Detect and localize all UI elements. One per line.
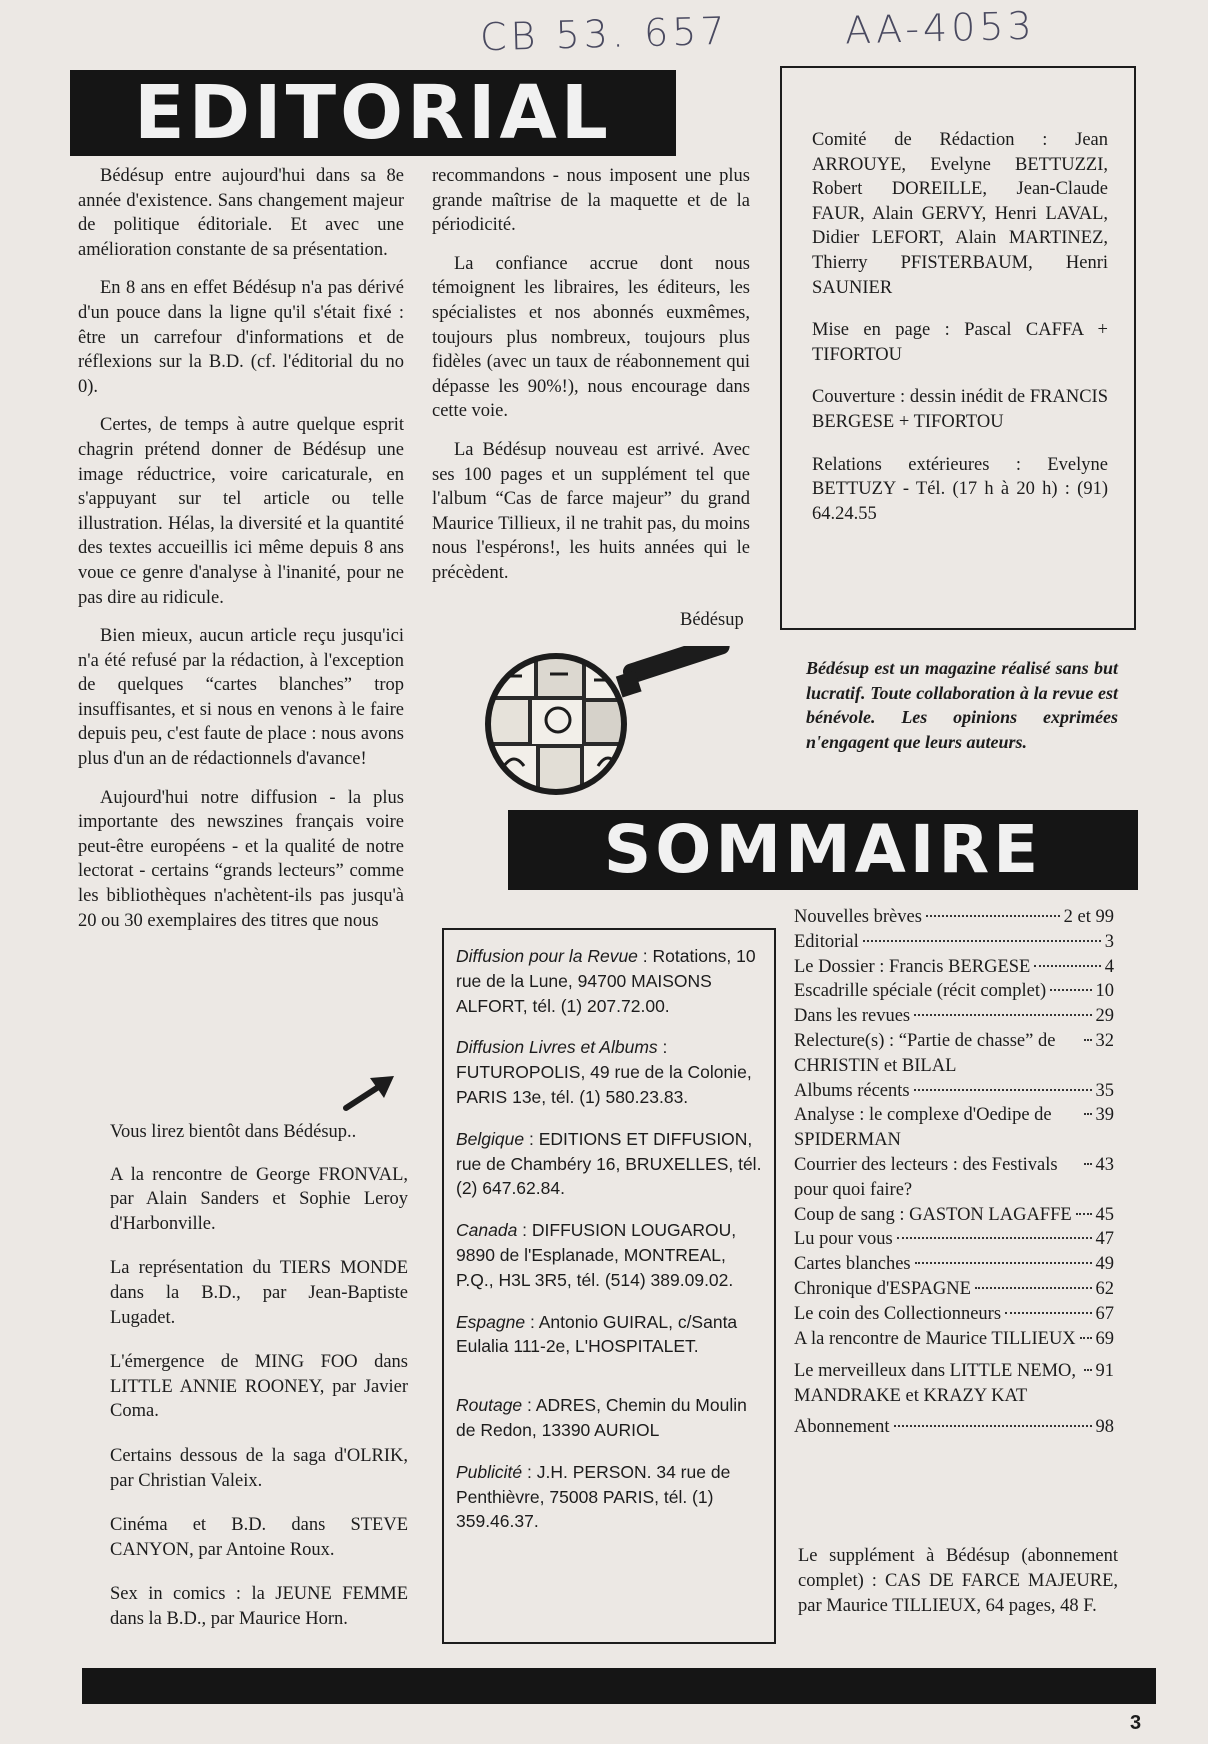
toc-entry <box>794 1227 1114 1252</box>
toc-entry <box>794 1029 1114 1079</box>
distribution-text: FUTUROPOLIS, 49 rue de la Colonie, PARIS 13e, tél. (1) 580.23.83. <box>456 1062 752 1107</box>
toc-entry <box>794 1103 1114 1153</box>
editorial-paragraph: Aujourd'hui notre diffusion - la plus importante des newszines français voire peut-être européens - et la qualité de notre lectorat - certains “grands lecteurs” comme les bibliothèques n'achètent-ils pas jusqu'à 20 ou 30 exemplaires des titres que nous <box>78 787 404 931</box>
toc-title: Le coin des Collectionneurs <box>794 1303 1002 1324</box>
toc-title: Analyse : le complexe d'Oedipe de SPIDERMAN <box>794 1105 1052 1151</box>
editorial-column-1 <box>78 164 404 947</box>
upcoming-articles <box>110 1120 408 1652</box>
editorial-paragraph: En 8 ans en effet Bédésup n'a pas dérivé d'un pouce dans la ligne qu'il s'était fixé : être un carrefour d'informations et de réflexions sur la B.D. (cf. l'éditorial du no 0). <box>78 278 404 397</box>
toc-page: 69 <box>1095 1328 1114 1349</box>
toc-title: Lu pour vous <box>794 1229 893 1250</box>
upcoming-item: La représentation du TIERS MONDE dans la B.D., par Jean-Baptiste Lugadet. <box>110 1258 408 1328</box>
toc-entry <box>794 1277 1114 1302</box>
toc-title: Le Dossier : Francis BERGESE <box>794 956 1031 977</box>
toc-title: Albums récents <box>794 1080 910 1101</box>
editorial-paragraph: recommandons - nous imposent une plus grande maîtrise de la maquette et de la périodicité. <box>432 166 750 236</box>
distribution-label: Diffusion Livres et Albums <box>456 1037 658 1058</box>
toc-page: 2 et 99 <box>1063 907 1114 927</box>
upcoming-item: A la rencontre de George FRONVAL, par Alain Sanders et Sophie Leroy d'Harbonville. <box>110 1164 408 1234</box>
toc-leader <box>1084 1369 1092 1371</box>
layout-credit: Mise en page : Pascal CAFFA + TIFORTOU <box>812 320 1108 365</box>
toc-page: 45 <box>1095 1204 1114 1225</box>
distribution-entry: Belgique : EDITIONS ET DIFFUSION, rue de Chambéry 16, BRUXELLES, tél. (2) 647.62.84. <box>456 1128 762 1199</box>
toc-title: Coup de sang : GASTON LAGAFFE <box>794 1204 1072 1225</box>
bottom-bar <box>82 1668 1156 1704</box>
toc-page: 39 <box>1095 1105 1114 1126</box>
distribution-text: Rotations, 10 rue de la Lune, 94700 MAISONS ALFORT, tél. (1) 207.72.00. <box>456 946 756 1016</box>
distribution-box <box>442 928 776 1644</box>
editorial-paragraph: Bien mieux, aucun article reçu jusqu'ici n'a été refusé par la rédaction, à l'exception de quelques “cartes blanches” trop insuffisantes, et si nous en venons à le faire depuis peu, c'est faute de place : nous avons plus d'un an de rédactionnels d'avance! <box>78 626 404 770</box>
toc-page: 29 <box>1095 1006 1114 1027</box>
toc-entry <box>794 1004 1114 1029</box>
toc-page: 3 <box>1104 931 1114 952</box>
toc-entry <box>794 1302 1114 1327</box>
toc-page: 32 <box>1095 1030 1114 1051</box>
toc-entry <box>794 1153 1114 1203</box>
toc-page: 98 <box>1095 1416 1114 1437</box>
toc-leader <box>914 1089 1092 1091</box>
toc-leader <box>1050 989 1091 991</box>
toc-entry <box>794 905 1114 930</box>
distribution-text: ADRES, Chemin du Moulin de Redon, 13390 AURIOL <box>456 1395 747 1440</box>
upcoming-item: Sex in comics : la JEUNE FEMME dans la B.D., par Maurice Horn. <box>110 1584 408 1629</box>
toc-title: Courrier des lecteurs : des Festivals pour quoi faire? <box>794 1154 1058 1200</box>
toc-leader <box>1084 1039 1092 1041</box>
toc-entry <box>794 1359 1114 1409</box>
toc-title: Cartes blanches <box>794 1254 911 1275</box>
distribution-label: Routage <box>456 1395 523 1416</box>
handwritten-reference: AA-4053 <box>844 3 1037 53</box>
toc-page: 4 <box>1104 956 1114 977</box>
toc-page: 67 <box>1095 1303 1114 1324</box>
cover-credit: Couverture : dessin inédit de FRANCIS BERGESE + TIFORTOU <box>812 387 1108 432</box>
toc-title: Le merveilleux dans LITTLE NEMO, MANDRAKE et KRAZY KAT <box>794 1361 1077 1407</box>
toc-page: 10 <box>1095 981 1114 1002</box>
arrow-icon <box>342 1074 396 1114</box>
editorial-banner: EDITORIAL <box>70 70 676 156</box>
distribution-entry: Diffusion pour la Revue : Rotations, 10 rue de la Lune, 94700 MAISONS ALFORT, tél. (1) 207.72.00. <box>456 946 756 1016</box>
distribution-label: Publicité <box>456 1461 523 1482</box>
editorial-paragraph: Bédésup entre aujourd'hui dans sa 8e année d'existence. Sans changement majeur de politique éditoriale. Et avec une amélioration constante de sa présentation. <box>78 166 404 260</box>
toc-entry <box>794 979 1114 1004</box>
toc-entry <box>794 1252 1114 1277</box>
toc-title: Chronique d'ESPAGNE <box>794 1278 971 1299</box>
credits-box <box>780 66 1136 630</box>
toc-leader <box>1076 1213 1092 1215</box>
magazine-notice: Bédésup est un magazine réalisé sans but lucratif. Toute collaboration à la revue est bénévole. Les opinions exprimées n'engagent que leurs auteurs. <box>806 658 1118 752</box>
supplement-note: Le supplément à Bédésup (abonnement complet) : CAS DE FARCE MAJEURE, par Maurice TILLIEUX, 64 pages, 48 F. <box>798 1546 1118 1616</box>
toc-entry <box>794 1415 1114 1440</box>
upcoming-item: L'émergence de MING FOO dans LITTLE ANNIE ROONEY, par Javier Coma. <box>110 1352 408 1422</box>
toc-leader <box>914 1014 1091 1016</box>
table-of-contents <box>794 905 1114 1440</box>
handwritten-archive-number: CB 53. 657 <box>479 8 730 60</box>
toc-leader <box>863 940 1101 942</box>
magnifying-glass-logo-icon <box>474 646 744 796</box>
toc-entry <box>794 1203 1114 1228</box>
editorial-paragraph: La Bédésup nouveau est arrivé. Avec ses 100 pages et un supplément tel que l'album “Cas de farce majeur” du grand Maurice Tillieux, il ne trahit pas, du moins nous l'espérons!, les huits années qui le précèdent. <box>432 439 750 583</box>
toc-page: 43 <box>1095 1154 1114 1175</box>
distribution-label: Diffusion pour la Revue <box>456 946 638 966</box>
toc-title: Editorial <box>794 931 859 952</box>
page-number: 3 <box>1130 1712 1142 1734</box>
distribution-text: DIFFUSION LOUGAROU, 9890 de l'Esplanade, MONTREAL, P.Q., H3L 3R5, tél. (514) 389.09.02. <box>456 1220 737 1290</box>
toc-leader <box>975 1287 1092 1289</box>
distribution-label: Canada <box>456 1220 518 1241</box>
distribution-label: Belgique <box>456 1128 525 1149</box>
editorial-signature: Bédésup <box>680 610 744 630</box>
toc-entry <box>794 1079 1114 1104</box>
upcoming-item: Cinéma et B.D. dans STEVE CANYON, par Antoine Roux. <box>110 1515 408 1560</box>
toc-leader <box>894 1425 1092 1427</box>
toc-leader <box>1034 965 1100 967</box>
distribution-entry: Diffusion Livres et Albums : FUTUROPOLIS, 49 rue de la Colonie, PARIS 13e, tél. (1) 580.23.83. <box>456 1037 752 1107</box>
toc-entry <box>794 955 1114 980</box>
toc-title: Nouvelles brèves <box>794 907 922 927</box>
upcoming-item: Certains dessous de la saga d'OLRIK, par Christian Valeix. <box>110 1445 408 1491</box>
toc-page: 91 <box>1095 1361 1114 1382</box>
toc-page: 49 <box>1095 1254 1114 1275</box>
upcoming-intro: Vous lirez bientôt dans Bédésup.. <box>110 1122 357 1142</box>
toc-title: Relecture(s) : “Partie de chasse” de CHRISTIN et BILAL <box>794 1030 1056 1076</box>
toc-page: 47 <box>1095 1229 1114 1250</box>
toc-page: 62 <box>1095 1278 1114 1299</box>
editorial-column-2 <box>432 164 750 600</box>
editorial-committee: Comité de Rédaction : Jean ARROUYE, Evelyne BETTUZZI, Robert DOREILLE, Jean-Claude FAUR, Alain GERVY, Henri LAVAL, Didier LEFORT, Alain MARTINEZ, Thierry PFISTERBAUM, Henri SAUNIER <box>812 130 1108 298</box>
toc-entry <box>794 930 1114 955</box>
toc-page: 35 <box>1095 1080 1114 1101</box>
distribution-text: J.H. PERSON. 34 rue de Penthièvre, 75008 PARIS, tél. (1) 359.46.37. <box>456 1461 731 1532</box>
editorial-paragraph: Certes, de temps à autre quelque esprit chagrin prétend donner de Bédésup une image réductrice, voire caricaturale, en s'appuyant sur tel article ou telle illustration. Hélas, la diversité et la quantité des textes accueillis ici même depuis 8 ans voue ce genre d'analyse à l'inanité, pour ne pas dire au ridicule. <box>78 415 404 608</box>
toc-title: Abonnement <box>794 1416 890 1437</box>
distribution-text: EDITIONS ET DIFFUSION, rue de Chambéry 16, BRUXELLES, tél. (2) 647.62.84. <box>456 1128 762 1199</box>
distribution-entry: Publicité : J.H. PERSON. 34 rue de Penthièvre, 75008 PARIS, tél. (1) 359.46.37. <box>456 1461 731 1532</box>
toc-leader <box>1084 1163 1092 1165</box>
toc-leader <box>1005 1312 1091 1314</box>
editorial-paragraph: La confiance accrue dont nous témoignent les libraires, les éditeurs, les spécialistes et nos abonnés euxmêmes, toujours plus nombreux, toujours plus fidèles (avec un taux de réabonnement qui dépasse les 90%!), nous encourage dans cette voie. <box>432 253 750 422</box>
toc-leader <box>897 1237 1092 1239</box>
toc-leader <box>915 1262 1092 1264</box>
sommaire-banner: SOMMAIRE <box>508 810 1138 890</box>
distribution-entry: Routage : ADRES, Chemin du Moulin de Redon, 13390 AURIOL <box>456 1395 747 1440</box>
toc-title: A la rencontre de Maurice TILLIEUX <box>794 1328 1076 1349</box>
toc-title: Escadrille spéciale (récit complet) <box>794 981 1047 1002</box>
distribution-entry: Canada : DIFFUSION LOUGAROU, 9890 de l'Esplanade, MONTREAL, P.Q., H3L 3R5, tél. (514) 389.09.02. <box>456 1220 737 1290</box>
distribution-entry: Espagne : Antonio GUIRAL, c/Santa Eulalia 111-2e, L'HOSPITALET. <box>456 1311 738 1357</box>
toc-title: Dans les revues <box>794 1006 911 1027</box>
toc-leader <box>1080 1337 1092 1339</box>
external-relations: Relations extérieures : Evelyne BETTUZY - Tél. (17 h à 20 h) : (91) 64.24.55 <box>812 454 1108 524</box>
distribution-label: Espagne <box>456 1311 526 1332</box>
toc-leader <box>1084 1113 1092 1115</box>
toc-leader <box>926 915 1060 917</box>
distribution-text: Antonio GUIRAL, c/Santa Eulalia 111-2e, L'HOSPITALET. <box>456 1311 738 1357</box>
toc-entry <box>794 1327 1114 1352</box>
